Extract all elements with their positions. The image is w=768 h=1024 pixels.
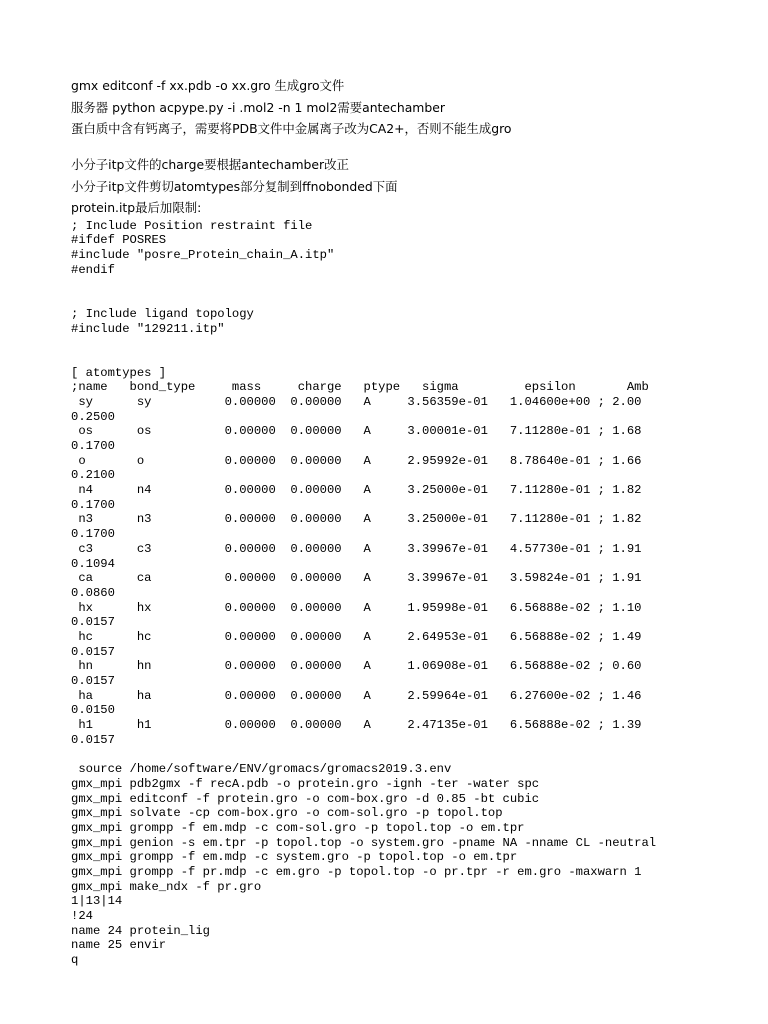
code-line: #endif	[71, 262, 115, 277]
atomtypes-table	[71, 366, 731, 748]
atomtype-row: h1 h1 0.00000 0.00000 A 2.47135e-01 6.56888e-02 ; 1.39	[71, 718, 642, 733]
command-line: gmx_mpi pdb2gmx -f recA.pdb -o protein.gro -ignh -ter -water spc	[71, 776, 540, 791]
atomtypes-columns: ;name bond_type mass charge ptype sigma epsilon Amb	[71, 380, 649, 395]
intro-line-acpype: 服务器 python acpype.py -i .mol2 -n 1 mol2需要antechamber	[71, 99, 445, 115]
command-line: source /home/software/ENV/gromacs/gromacs2019.3.env	[71, 762, 452, 777]
note-protein-itp: protein.itp最后加限制:	[71, 200, 202, 216]
spacer	[71, 140, 731, 155]
note-atomtypes: 小分子itp文件剪切atomtypes部分复制到ffnobonded下面	[71, 178, 398, 194]
atomtype-row-wrap: 0.1094	[71, 556, 115, 571]
command-block	[71, 762, 731, 968]
code-line: ; Include Position restraint file	[71, 218, 313, 233]
atomtype-row-wrap: 0.1700	[71, 527, 115, 542]
command-line: q	[71, 953, 79, 968]
atomtype-row-wrap: 0.2500	[71, 409, 115, 424]
command-line: gmx_mpi editconf -f protein.gro -o com-box.gro -d 0.85 -bt cubic	[71, 791, 540, 806]
atomtype-row: hx hx 0.00000 0.00000 A 1.95998e-01 6.56888e-02 ; 1.10	[71, 600, 642, 615]
command-line: gmx_mpi grompp -f em.mdp -c system.gro -p topol.top -o em.tpr	[71, 850, 518, 865]
command-line: gmx_mpi grompp -f pr.mdp -c em.gro -p topol.top -o pr.tpr -r em.gro -maxwarn 1	[71, 864, 642, 879]
atomtype-row: ca ca 0.00000 0.00000 A 3.39967e-01 3.59824e-01 ; 1.91	[71, 571, 642, 586]
spacer	[71, 351, 731, 366]
command-line: name 25 envir	[71, 938, 167, 953]
atomtype-row-wrap: 0.2100	[71, 468, 115, 483]
atomtype-row-wrap: 0.0157	[71, 644, 115, 659]
code-line: #include "posre_Protein_chain_A.itp"	[71, 248, 335, 263]
command-line: name 24 protein_lig	[71, 923, 210, 938]
note-charge: 小分子itp文件的charge要根据antechamber改正	[71, 157, 349, 173]
command-line: 1|13|14	[71, 894, 123, 909]
atomtype-row: n3 n3 0.00000 0.00000 A 3.25000e-01 7.11280e-01 ; 1.82	[71, 512, 642, 527]
atomtype-row-wrap: 0.0157	[71, 674, 115, 688]
atomtype-row-wrap: 0.0150	[71, 703, 115, 718]
notes-section	[71, 154, 731, 219]
atomtype-row: hn hn 0.00000 0.00000 A 1.06908e-01 6.56888e-02 ; 0.60	[71, 659, 642, 674]
spacer	[71, 747, 731, 762]
atomtype-row: o o 0.00000 0.00000 A 2.95992e-01 8.78640e-01 ; 1.66	[71, 453, 642, 468]
ligand-block	[71, 307, 731, 336]
command-line: !24	[71, 909, 93, 923]
atomtypes-header: [ atomtypes ]	[71, 365, 167, 380]
intro-line-editconf: gmx editconf -f xx.pdb -o xx.gro 生成gro文件	[71, 78, 345, 93]
document-page	[71, 75, 731, 968]
intro-section	[71, 75, 731, 140]
command-line: gmx_mpi grompp -f em.mdp -c com-sol.gro -p topol.top -o em.tpr	[71, 820, 525, 835]
atomtype-row-wrap: 0.0860	[71, 585, 115, 600]
code-line: #ifdef POSRES	[71, 233, 167, 248]
atomtype-row: c3 c3 0.00000 0.00000 A 3.39967e-01 4.57730e-01 ; 1.91	[71, 541, 642, 556]
posres-block	[71, 219, 731, 278]
atomtype-row-wrap: 0.1700	[71, 497, 115, 512]
atomtype-row: hc hc 0.00000 0.00000 A 2.64953e-01 6.56888e-02 ; 1.49	[71, 629, 642, 644]
code-line: #include "129211.itp"	[71, 321, 225, 336]
atomtypes-rows	[71, 395, 731, 748]
spacer	[71, 277, 731, 292]
intro-line-calcium: 蛋白质中含有钙离子，需要将PDB文件中金属离子改为CA2+，否则不能生成gro	[71, 121, 512, 136]
atomtype-row: os os 0.00000 0.00000 A 3.00001e-01 7.11280e-01 ; 1.68	[71, 424, 642, 439]
atomtype-row: ha ha 0.00000 0.00000 A 2.59964e-01 6.27600e-02 ; 1.46	[71, 688, 642, 703]
atomtype-row-wrap: 0.0157	[71, 732, 115, 747]
atomtype-row: sy sy 0.00000 0.00000 A 3.56359e-01 1.04600e+00 ; 2.00	[71, 394, 642, 409]
code-line: ; Include ligand topology	[71, 306, 254, 321]
atomtype-row-wrap: 0.0157	[71, 615, 115, 630]
command-line: gmx_mpi solvate -cp com-box.gro -o com-sol.gro -p topol.top	[71, 806, 503, 821]
atomtype-row-wrap: 0.1700	[71, 439, 115, 453]
spacer	[71, 336, 731, 351]
spacer	[71, 292, 731, 307]
command-line: gmx_mpi genion -s em.tpr -p topol.top -o system.gro -pname NA -nname CL -neutral	[71, 835, 657, 850]
command-line: gmx_mpi make_ndx -f pr.gro	[71, 879, 262, 894]
atomtype-row: n4 n4 0.00000 0.00000 A 3.25000e-01 7.11280e-01 ; 1.82	[71, 483, 642, 498]
